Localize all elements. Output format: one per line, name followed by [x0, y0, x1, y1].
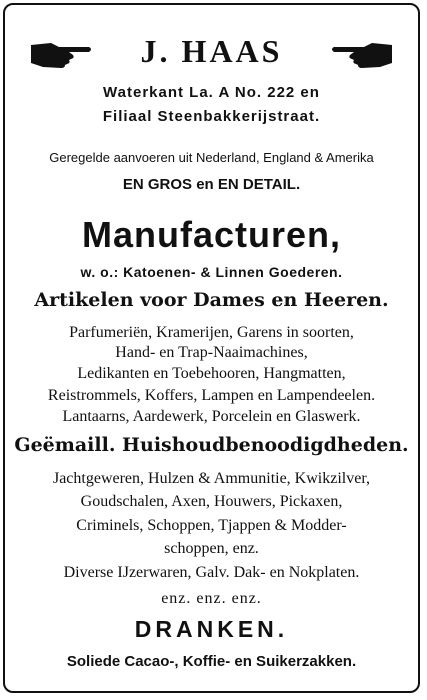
- address-line-2: Filiaal Steenbakkerijstraat.: [102, 108, 321, 125]
- manufacturen-subline: w. o.: Katoenen- & Linnen Goederen.: [80, 264, 343, 280]
- manufacturen-heading: Manufacturen,: [81, 214, 342, 255]
- list-item: Goudschalen, Axen, Houwers, Pickaxen,: [80, 493, 343, 510]
- list-item: schoppen, enz.: [164, 540, 259, 557]
- list-item: Criminels, Schoppen, Tjappen & Modder-: [76, 517, 347, 534]
- header: [5, 35, 418, 75]
- address-line-1: Waterkant La. A No. 222 en: [103, 84, 320, 101]
- pointing-hand-left-icon: [330, 39, 394, 69]
- dranken-heading: DRANKEN.: [134, 616, 289, 642]
- list-item: Reistrommels, Koffers, Lampen en Lampendeelen.: [47, 387, 376, 404]
- list-item: Parfumeriën, Kramerijen, Garens in soorten,: [69, 324, 354, 341]
- list-item: Diverse IJzerwaren, Galv. Dak- en Nokplaten.: [63, 564, 360, 581]
- list-item: Jachtgeweren, Hulzen & Ammunitie, Kwikzilver,: [52, 470, 371, 487]
- list-item: Lantaarns, Aardewerk, Porcelein en Glaswerk.: [62, 408, 361, 425]
- merchant-name: J. HAAS: [140, 33, 283, 69]
- supply-line: Geregelde aanvoeren uit Nederland, England & Amerika: [49, 150, 374, 165]
- huishoud-heading: Geëmaill. Huishoudbenoodigdheden.: [14, 434, 409, 456]
- dranken-subline: Soliede Cacao-, Koffie- en Suikerzakken.: [66, 653, 357, 670]
- list-item: Ledikanten en Toebehooren, Hangmatten,: [77, 365, 346, 382]
- dames-heeren-heading: Artikelen voor Dames en Heeren.: [34, 289, 389, 311]
- list-item: Hand- en Trap-Naaimachines,: [115, 344, 308, 361]
- trade-line: EN GROS en EN DETAIL.: [122, 176, 301, 193]
- list-item: enz. enz. enz.: [161, 590, 262, 607]
- advertisement: [3, 3, 420, 693]
